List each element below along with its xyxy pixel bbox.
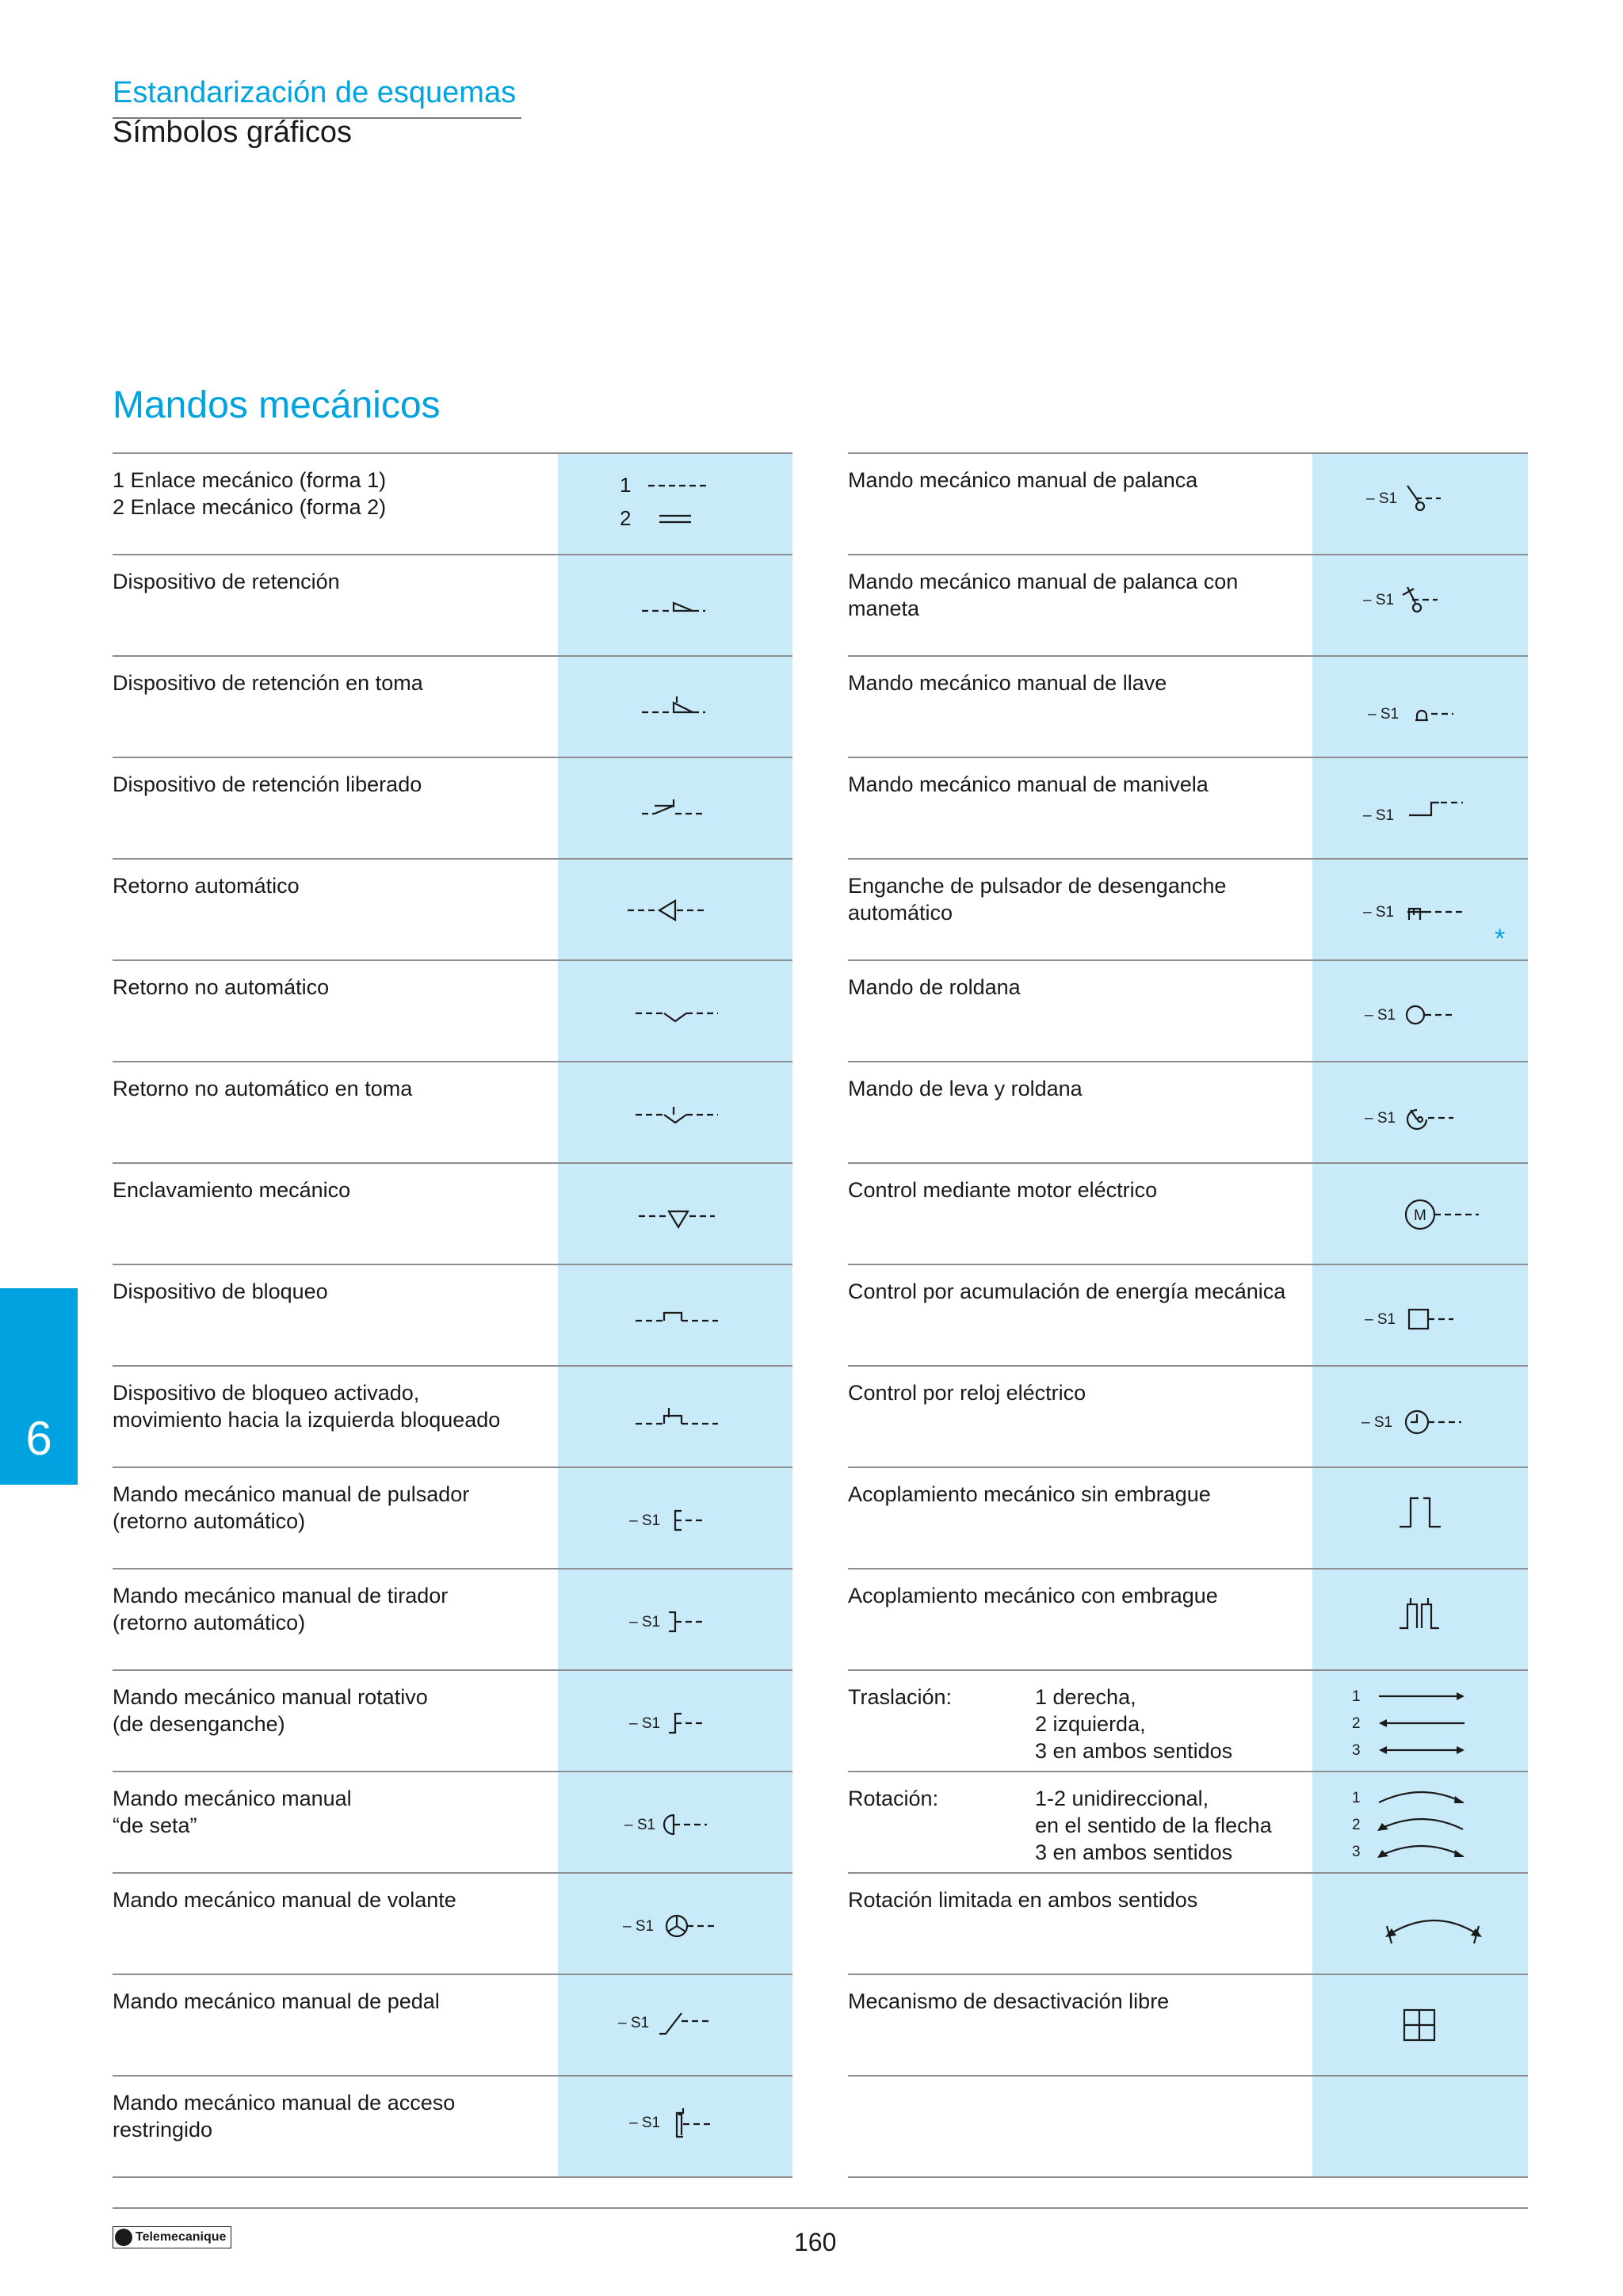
blocking-device-icon bbox=[636, 1299, 762, 1338]
symbol-description: Mando mecánico manual de pedal bbox=[113, 1989, 440, 2013]
symbol-description: Retorno no automático en toma bbox=[113, 1077, 413, 1100]
symbol-row bbox=[113, 554, 792, 655]
symbol-row bbox=[113, 1264, 792, 1365]
free-release-mechanism-icon bbox=[1396, 2004, 1460, 2051]
svg-text:3: 3 bbox=[1352, 1742, 1361, 1759]
symbol-row bbox=[848, 757, 1528, 858]
brand-name: Telemecanique bbox=[136, 2230, 227, 2244]
symbol-row bbox=[113, 1974, 792, 2075]
symbol-row bbox=[848, 1466, 1528, 1568]
symbol-row bbox=[113, 1669, 792, 1771]
svg-text:1: 1 bbox=[620, 473, 632, 497]
symbol-description: Control mediante motor eléctrico bbox=[848, 1178, 1158, 1202]
svg-text:– S1: – S1 bbox=[1363, 592, 1395, 608]
symbol-description: Mando mecánico manual de pulsador (retorno automático) bbox=[113, 1482, 470, 1533]
symbol-description: Rotación: bbox=[848, 1787, 939, 1810]
svg-text:– S1: – S1 bbox=[618, 2015, 650, 2031]
roller-icon bbox=[1365, 996, 1491, 1035]
footer-divider bbox=[113, 2207, 1528, 2209]
symbol-detail: 1-2 unidireccional, en el sentido de la flecha 3 en ambos sentidos bbox=[1035, 1787, 1272, 1864]
symbol-row bbox=[113, 2075, 792, 2178]
svg-text:– S1: – S1 bbox=[1366, 490, 1398, 507]
coupling-with-clutch-icon bbox=[1392, 1593, 1487, 1641]
svg-text:– S1: – S1 bbox=[1365, 1311, 1396, 1328]
symbol-description: Mando mecánico manual de volante bbox=[113, 1888, 456, 1912]
note-asterisk: * bbox=[1495, 924, 1506, 954]
symbol-description: 1 Enlace mecánico (forma 1) 2 Enlace mecánico (forma 2) bbox=[113, 468, 387, 519]
page-number: 160 bbox=[794, 2228, 837, 2256]
electric-clock-icon bbox=[1361, 1402, 1488, 1441]
symbol-description: Dispositivo de retención liberado bbox=[113, 772, 422, 796]
symbol-row bbox=[848, 554, 1528, 655]
symbol-description: Dispositivo de bloqueo activado, movimiento hacia la izquierda bloqueado bbox=[113, 1381, 501, 1432]
symbol-description: Dispositivo de retención en toma bbox=[113, 671, 423, 695]
svg-text:2: 2 bbox=[1352, 1715, 1361, 1732]
mechanical-interlock-icon bbox=[639, 1200, 766, 1240]
symbol-row bbox=[848, 1872, 1528, 1974]
automatic-release-latch-icon bbox=[1363, 891, 1490, 931]
limited-rotation-icon bbox=[1358, 1902, 1517, 1958]
symbol-row bbox=[113, 452, 792, 554]
electric-motor-icon bbox=[1403, 1196, 1529, 1235]
restricted-access-icon bbox=[629, 2100, 756, 2148]
symbol-row bbox=[848, 1974, 1528, 2075]
svg-text:– S1: – S1 bbox=[1365, 1110, 1396, 1127]
symbol-row bbox=[113, 1771, 792, 1872]
symbol-description: Dispositivo de bloqueo bbox=[113, 1280, 328, 1303]
svg-text:1: 1 bbox=[1352, 1790, 1361, 1806]
lever-handle-icon bbox=[1363, 573, 1490, 620]
crank-icon bbox=[1363, 790, 1490, 830]
symbol-row bbox=[848, 655, 1528, 757]
automatic-return-icon bbox=[628, 891, 754, 931]
brand-logo bbox=[113, 2226, 231, 2248]
svg-text:– S1: – S1 bbox=[629, 2115, 661, 2131]
symbol-row bbox=[113, 1061, 792, 1162]
symbol-description: Mando de leva y roldana bbox=[848, 1077, 1083, 1100]
blocking-device-active-icon bbox=[636, 1400, 762, 1440]
symbol-description: Mando mecánico manual de tirador (retorno automático) bbox=[113, 1584, 449, 1634]
symbol-description: Mando de roldana bbox=[848, 975, 1021, 999]
coupling-without-clutch-icon bbox=[1392, 1492, 1487, 1539]
mechanical-link-icon bbox=[620, 471, 747, 535]
document-title: Estandarización de esquemas bbox=[113, 76, 517, 109]
document-subtitle: Símbolos gráficos bbox=[113, 116, 353, 149]
svg-text:2: 2 bbox=[620, 506, 632, 530]
symbol-description: Rotación limitada en ambos sentidos bbox=[848, 1888, 1198, 1912]
symbol-row bbox=[113, 1162, 792, 1264]
svg-text:– S1: – S1 bbox=[623, 1918, 655, 1935]
symbol-description: Control por reloj eléctrico bbox=[848, 1381, 1086, 1405]
symbol-description: Mecanismo de desactivación libre bbox=[848, 1989, 1170, 2013]
symbol-row bbox=[113, 858, 792, 959]
latching-released-icon bbox=[642, 790, 769, 830]
pull-icon bbox=[629, 1603, 756, 1642]
rotary-icon bbox=[629, 1704, 756, 1744]
handwheel-icon bbox=[623, 1905, 750, 1945]
key-icon bbox=[1368, 695, 1495, 734]
cam-roller-icon bbox=[1365, 1097, 1491, 1137]
symbol-row bbox=[113, 1365, 792, 1466]
svg-text:1: 1 bbox=[1352, 1688, 1361, 1705]
svg-text:– S1: – S1 bbox=[629, 1512, 661, 1529]
mushroom-head-icon bbox=[624, 1806, 751, 1845]
latching-engaged-icon bbox=[642, 688, 769, 728]
logo-mark-icon bbox=[115, 2229, 132, 2246]
symbol-description: Retorno automático bbox=[113, 874, 300, 898]
symbol-row bbox=[848, 2075, 1528, 2178]
svg-text:– S1: – S1 bbox=[1365, 1007, 1396, 1024]
svg-text:– S1: – S1 bbox=[1361, 1414, 1393, 1431]
symbol-description: Enclavamiento mecánico bbox=[113, 1178, 351, 1202]
symbol-row bbox=[848, 1061, 1528, 1162]
symbol-detail: 1 derecha, 2 izquierda, 3 en ambos sentidos bbox=[1035, 1685, 1233, 1763]
latching-device-icon bbox=[642, 590, 769, 630]
stored-energy-icon bbox=[1365, 1300, 1491, 1340]
symbol-description: Mando mecánico manual de acceso restringido bbox=[113, 2091, 456, 2142]
svg-text:– S1: – S1 bbox=[1363, 904, 1395, 921]
symbol-row bbox=[848, 1771, 1528, 1872]
symbol-row bbox=[113, 655, 792, 757]
chapter-tab bbox=[0, 1288, 78, 1485]
symbol-row bbox=[113, 959, 792, 1061]
symbol-row bbox=[848, 858, 1528, 959]
symbol-description: Acoplamiento mecánico sin embrague bbox=[848, 1482, 1211, 1506]
symbol-description: Control por acumulación de energía mecánica bbox=[848, 1280, 1286, 1303]
svg-text:– S1: – S1 bbox=[629, 1614, 661, 1630]
non-automatic-return-icon bbox=[636, 997, 762, 1037]
chapter-number: 6 bbox=[25, 1412, 52, 1465]
svg-text:– S1: – S1 bbox=[624, 1817, 656, 1833]
symbol-row bbox=[848, 1264, 1528, 1365]
symbol-description: Enganche de pulsador de desenganche automático bbox=[848, 874, 1227, 925]
svg-text:M: M bbox=[1414, 1207, 1426, 1224]
symbol-description: Mando mecánico manual de manivela bbox=[848, 772, 1209, 796]
symbol-row bbox=[113, 1568, 792, 1669]
symbol-row bbox=[848, 452, 1528, 554]
pedal-icon bbox=[618, 1996, 745, 2043]
section-title: Mandos mecánicos bbox=[113, 384, 441, 426]
symbol-description: Traslación: bbox=[848, 1685, 953, 1709]
symbol-description: Mando mecánico manual rotativo (de desenganche) bbox=[113, 1685, 428, 1736]
symbol-row bbox=[113, 757, 792, 858]
symbol-row bbox=[848, 959, 1528, 1061]
rotation-arrows-icon bbox=[1352, 1779, 1510, 1866]
symbol-description: Mando mecánico manual “de seta” bbox=[113, 1787, 352, 1837]
svg-text:– S1: – S1 bbox=[1368, 706, 1400, 723]
svg-text:2: 2 bbox=[1352, 1817, 1361, 1833]
symbol-description: Acoplamiento mecánico con embrague bbox=[848, 1584, 1218, 1608]
translation-arrows-icon bbox=[1352, 1677, 1510, 1764]
svg-text:3: 3 bbox=[1352, 1844, 1361, 1860]
symbol-row bbox=[848, 1669, 1528, 1771]
symbol-description: Mando mecánico manual de llave bbox=[848, 671, 1167, 695]
symbol-row bbox=[848, 1568, 1528, 1669]
symbol-row bbox=[848, 1365, 1528, 1466]
svg-text:– S1: – S1 bbox=[1363, 807, 1395, 824]
lever-icon bbox=[1366, 471, 1493, 519]
symbol-row bbox=[113, 1466, 792, 1568]
pushbutton-icon bbox=[629, 1501, 756, 1541]
non-automatic-return-engaged-icon bbox=[636, 1099, 762, 1138]
symbol-description: Dispositivo de retención bbox=[113, 570, 340, 593]
symbol-row bbox=[113, 1872, 792, 1974]
symbol-description: Mando mecánico manual de palanca con maneta bbox=[848, 570, 1239, 620]
symbol-row bbox=[848, 1162, 1528, 1264]
symbol-description: Mando mecánico manual de palanca bbox=[848, 468, 1198, 492]
svg-text:– S1: – S1 bbox=[629, 1715, 661, 1732]
symbol-description: Retorno no automático bbox=[113, 975, 330, 999]
